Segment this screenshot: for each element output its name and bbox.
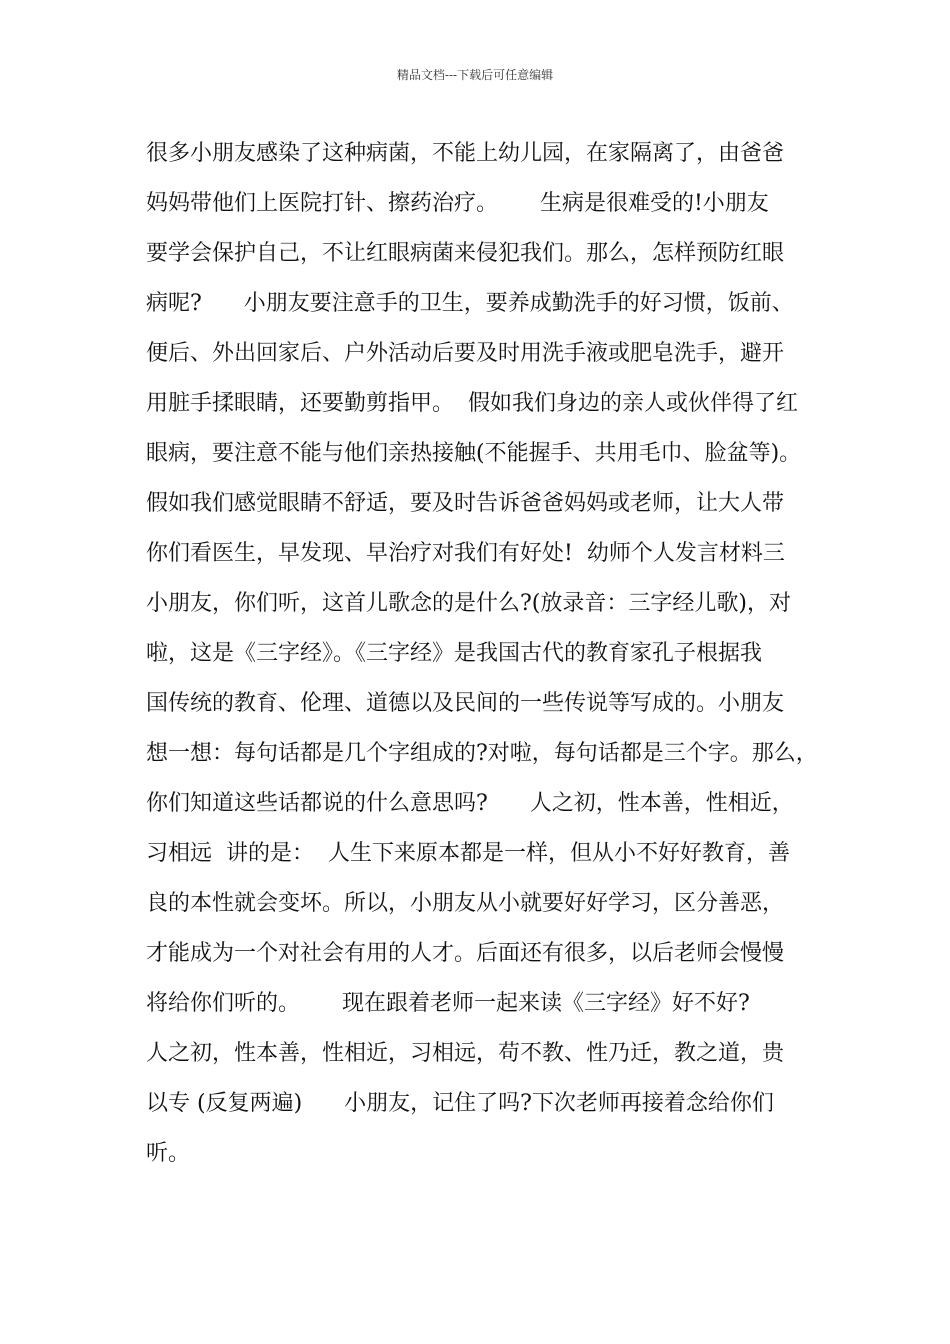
body-text <box>146 129 846 1179</box>
text-line: 听。 <box>146 1141 191 1166</box>
text-line: 以专 (反复两遍) 小朋友，记住了吗?下次老师再接着念给你们 <box>146 1091 774 1116</box>
text-line: 妈妈带他们上医院打针、擦药治疗。 生病是很难受的!小朋友 <box>146 191 769 216</box>
text-line: 小朋友，你们听，这首儿歌念的是什么?(放录音：三字经儿歌)，对 <box>146 591 791 616</box>
text-line: 习相远 讲的是： 人生下来原本都是一样，但从小不好好教育，善 <box>146 841 790 866</box>
text-line: 将给你们听的。 现在跟着老师一起来读《三字经》好不好? <box>146 991 750 1016</box>
text-line: 你们知道这些话都说的什么意思吗? 人之初，性本善，性相近， <box>146 791 794 816</box>
text-line: 用脏手揉眼睛，还要勤剪指甲。 假如我们身边的亲人或伙伴得了红 <box>146 391 798 416</box>
text-line: 国传统的教育、伦理、道德以及民间的一些传说等写成的。小朋友 <box>146 691 785 716</box>
text-line: 要学会保护自己，不让红眼病菌来侵犯我们。那么，怎样预防红眼 <box>146 241 785 266</box>
text-line: 便后、外出回家后、户外活动后要及时用洗手液或肥皂洗手，避开 <box>146 341 785 366</box>
text-line: 假如我们感觉眼睛不舒适，要及时告诉爸爸妈妈或老师，让大人带 <box>146 491 785 516</box>
text-line: 才能成为一个对社会有用的人才。后面还有很多，以后老师会慢慢 <box>146 941 785 966</box>
page-header: 精品文档---下载后可任意编辑 <box>396 68 554 82</box>
text-line: 啦，这是《三字经》。《三字经》是我国古代的教育家孔子根据我 <box>146 641 763 666</box>
text-line: 眼病，要注意不能与他们亲热接触(不能握手、共用毛巾、脸盆等)。 <box>146 441 802 466</box>
text-line: 很多小朋友感染了这种病菌，不能上幼儿园，在家隔离了，由爸爸 <box>146 141 785 166</box>
text-line: 想一想：每句话都是几个字组成的?对啦，每句话都是三个字。那么， <box>146 741 818 766</box>
text-line: 人之初，性本善，性相近，习相远，苟不教、性乃迁，教之道，贵 <box>146 1041 785 1066</box>
text-line: 良的本性就会变坏。所以，小朋友从小就要好好学习，区分善恶， <box>146 891 785 916</box>
text-line: 病呢? 小朋友要注意手的卫生，要养成勤洗手的好习惯，饭前、 <box>146 291 794 316</box>
text-line: 你们看医生，早发现、早治疗对我们有好处! 幼师个人发言材料三 <box>146 541 785 566</box>
